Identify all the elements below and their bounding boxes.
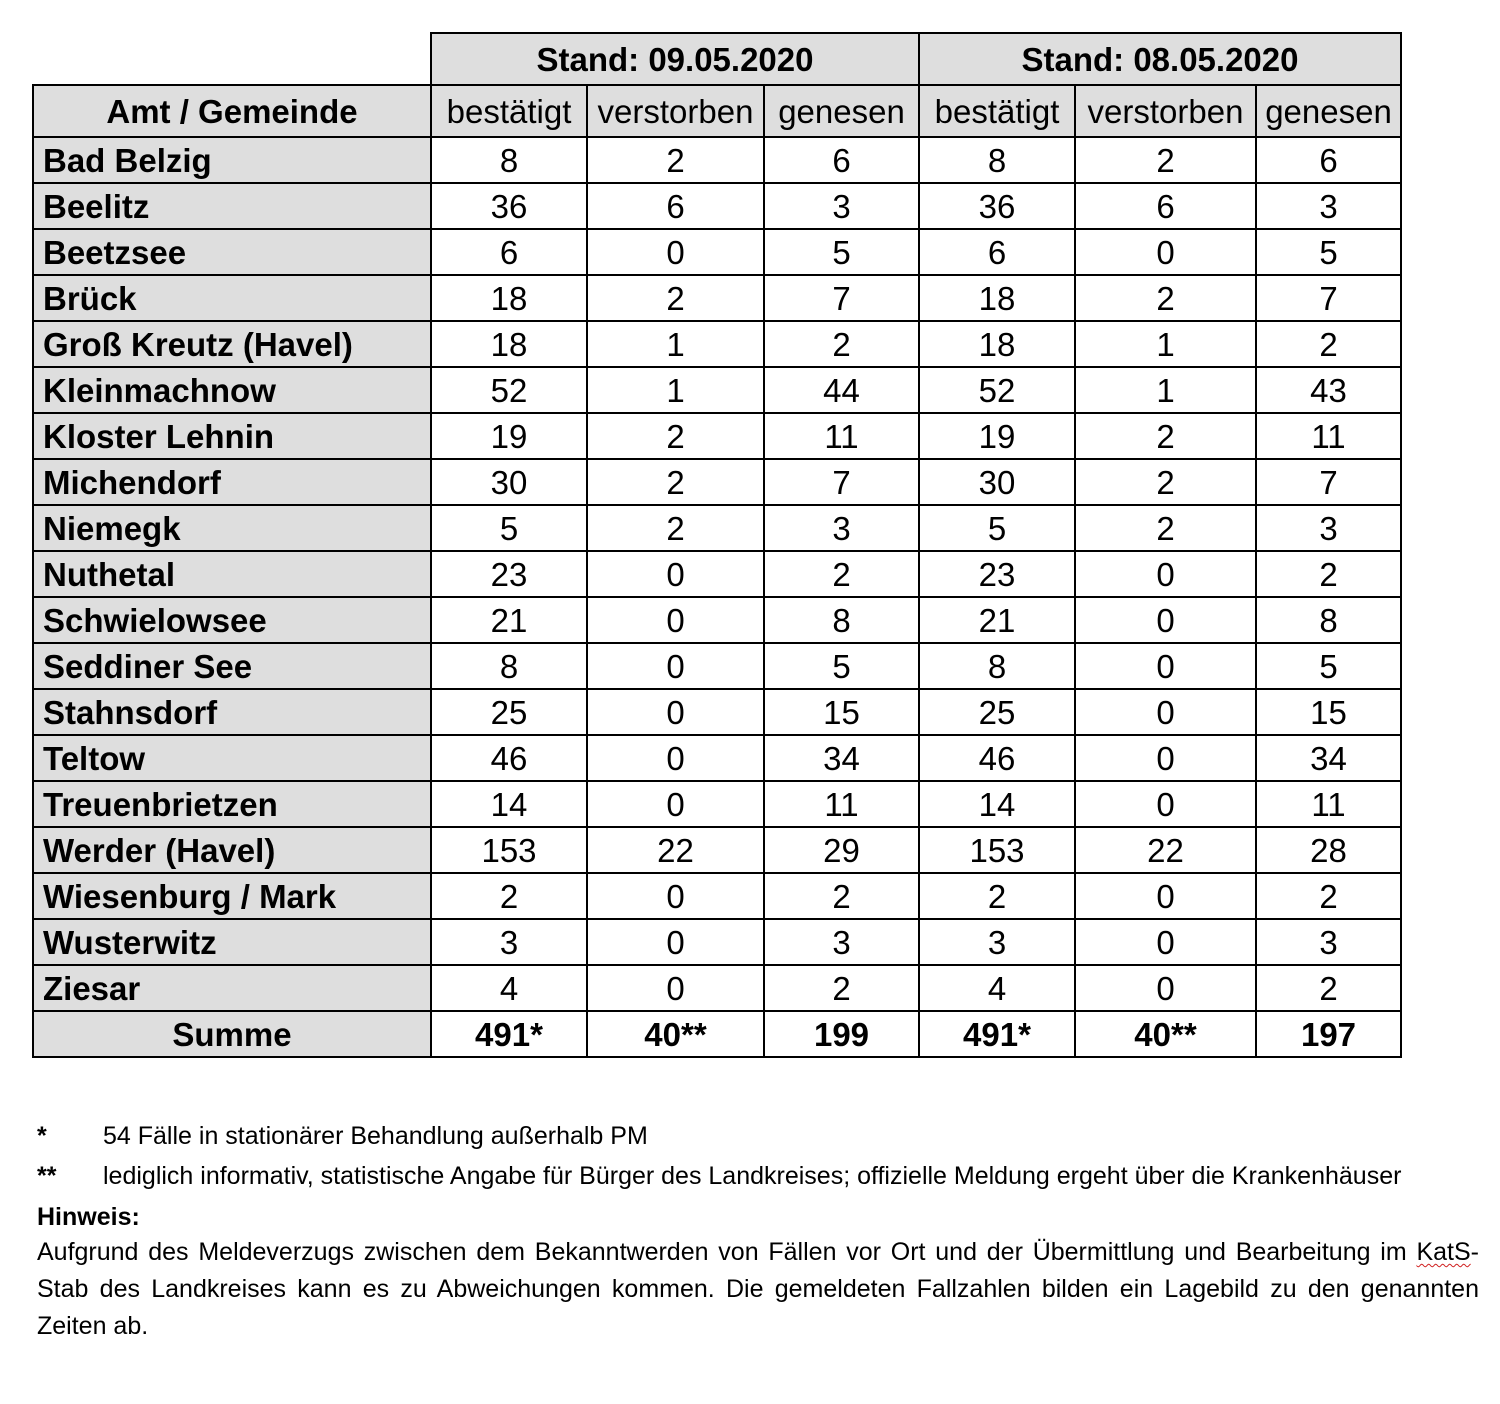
column-header: genesen	[1256, 85, 1401, 137]
gemeinde-name: Seddiner See	[33, 643, 431, 689]
case-count: 6	[587, 183, 764, 229]
table-row	[33, 551, 1401, 597]
case-count: 2	[1075, 459, 1256, 505]
table-row	[33, 275, 1401, 321]
case-count: 6	[1075, 183, 1256, 229]
case-count: 7	[764, 275, 919, 321]
case-count: 0	[1075, 551, 1256, 597]
table-row	[33, 459, 1401, 505]
case-count: 6	[919, 229, 1075, 275]
table-row	[33, 183, 1401, 229]
case-count: 5	[764, 229, 919, 275]
case-count: 2	[1075, 137, 1256, 183]
footnote-text: lediglich informativ, statistische Angabe für Bürger des Landkreises; offizielle Meldung ergeht über die Krankenhäuser	[103, 1162, 1402, 1190]
footnote-mark: **	[37, 1162, 57, 1190]
table-row	[33, 413, 1401, 459]
blank-corner	[33, 33, 431, 85]
case-count: 2	[919, 873, 1075, 919]
table-row	[33, 965, 1401, 1011]
case-count: 2	[1256, 873, 1401, 919]
gemeinde-name: Brück	[33, 275, 431, 321]
case-count: 0	[1075, 873, 1256, 919]
case-count: 2	[764, 321, 919, 367]
case-count: 0	[587, 781, 764, 827]
sum-row	[33, 1011, 1401, 1057]
case-count: 34	[1256, 735, 1401, 781]
gemeinde-name: Nuthetal	[33, 551, 431, 597]
sum-value: 40**	[1075, 1011, 1256, 1057]
case-count: 15	[764, 689, 919, 735]
hint-text-marked: KatS	[1416, 1238, 1471, 1266]
gemeinde-name: Beetzsee	[33, 229, 431, 275]
case-count: 3	[1256, 183, 1401, 229]
case-count: 2	[1075, 413, 1256, 459]
gemeinde-name: Werder (Havel)	[33, 827, 431, 873]
table-row	[33, 643, 1401, 689]
case-count: 4	[431, 965, 587, 1011]
case-count: 0	[1075, 919, 1256, 965]
case-count: 0	[1075, 643, 1256, 689]
case-count: 153	[919, 827, 1075, 873]
case-count: 2	[764, 965, 919, 1011]
case-count: 2	[587, 505, 764, 551]
case-count: 25	[431, 689, 587, 735]
case-count: 3	[764, 919, 919, 965]
case-count: 5	[919, 505, 1075, 551]
table-row	[33, 689, 1401, 735]
gemeinde-name: Niemegk	[33, 505, 431, 551]
case-count: 29	[764, 827, 919, 873]
case-count: 8	[919, 643, 1075, 689]
case-count: 0	[1075, 781, 1256, 827]
case-count: 36	[431, 183, 587, 229]
table-row	[33, 137, 1401, 183]
case-count: 153	[431, 827, 587, 873]
case-count: 36	[919, 183, 1075, 229]
case-count: 8	[431, 137, 587, 183]
case-count: 3	[919, 919, 1075, 965]
case-count: 2	[431, 873, 587, 919]
case-count: 5	[1256, 229, 1401, 275]
case-count: 46	[919, 735, 1075, 781]
case-count: 0	[587, 873, 764, 919]
column-header: genesen	[764, 85, 919, 137]
gemeinde-name: Bad Belzig	[33, 137, 431, 183]
case-count: 7	[764, 459, 919, 505]
case-count: 3	[1256, 919, 1401, 965]
case-count: 18	[919, 275, 1075, 321]
gemeinde-name: Schwielowsee	[33, 597, 431, 643]
case-count: 30	[431, 459, 587, 505]
hint-text-part: -Stab des Landkreises kann es zu Abweichungen kommen. Die gemeldeten Fallzahlen bilden ein Lagebild zu den genannten Zeiten ab.	[37, 1238, 1479, 1340]
case-count: 6	[764, 137, 919, 183]
case-count: 7	[1256, 275, 1401, 321]
case-count: 3	[431, 919, 587, 965]
gemeinde-name: Kleinmachnow	[33, 367, 431, 413]
case-count: 5	[431, 505, 587, 551]
case-count: 8	[1256, 597, 1401, 643]
column-header: verstorben	[1075, 85, 1256, 137]
case-count: 8	[764, 597, 919, 643]
gemeinde-name: Ziesar	[33, 965, 431, 1011]
case-count: 0	[1075, 965, 1256, 1011]
gemeinde-name: Teltow	[33, 735, 431, 781]
case-count: 3	[1256, 505, 1401, 551]
case-count: 0	[587, 919, 764, 965]
table-row	[33, 919, 1401, 965]
case-count: 19	[431, 413, 587, 459]
case-count: 2	[1256, 551, 1401, 597]
case-count: 7	[1256, 459, 1401, 505]
case-count: 14	[919, 781, 1075, 827]
case-count: 43	[1256, 367, 1401, 413]
case-count: 44	[764, 367, 919, 413]
amt-gemeinde-header: Amt / Gemeinde	[33, 85, 431, 137]
case-count: 1	[587, 321, 764, 367]
case-count: 1	[587, 367, 764, 413]
table-row	[33, 873, 1401, 919]
case-count: 0	[1075, 597, 1256, 643]
case-count: 52	[431, 367, 587, 413]
table-row	[33, 229, 1401, 275]
case-count: 28	[1256, 827, 1401, 873]
case-count: 23	[431, 551, 587, 597]
case-count: 2	[764, 551, 919, 597]
footnote-text: 54 Fälle in stationärer Behandlung außerhalb PM	[103, 1122, 648, 1150]
case-count: 18	[919, 321, 1075, 367]
case-count: 14	[431, 781, 587, 827]
table-row	[33, 781, 1401, 827]
column-header-row	[33, 85, 1401, 137]
case-count: 23	[919, 551, 1075, 597]
case-count: 8	[919, 137, 1075, 183]
table-row	[33, 367, 1401, 413]
footnote	[37, 1160, 1479, 1192]
case-count: 21	[919, 597, 1075, 643]
case-count: 2	[1256, 321, 1401, 367]
case-count: 0	[1075, 229, 1256, 275]
case-count: 8	[431, 643, 587, 689]
case-count: 11	[764, 781, 919, 827]
case-count: 5	[764, 643, 919, 689]
gemeinde-name: Stahnsdorf	[33, 689, 431, 735]
case-count: 0	[587, 965, 764, 1011]
table-row	[33, 827, 1401, 873]
footnote	[37, 1120, 1479, 1152]
hint-text-part: Aufgrund des Meldeverzugs zwischen dem Bekanntwerden von Fällen vor Ort und der Übermittlung und Bearbeitung im	[37, 1238, 1417, 1266]
case-count: 19	[919, 413, 1075, 459]
date-group-header: Stand: 09.05.2020	[431, 33, 919, 85]
case-count: 2	[587, 137, 764, 183]
case-count: 0	[587, 643, 764, 689]
case-count: 22	[1075, 827, 1256, 873]
case-count: 34	[764, 735, 919, 781]
case-count: 30	[919, 459, 1075, 505]
case-count: 0	[587, 551, 764, 597]
case-count: 1	[1075, 321, 1256, 367]
case-count: 3	[764, 505, 919, 551]
sum-value: 491*	[919, 1011, 1075, 1057]
column-header: verstorben	[587, 85, 764, 137]
column-header: bestätigt	[919, 85, 1075, 137]
gemeinde-name: Wusterwitz	[33, 919, 431, 965]
case-count: 18	[431, 275, 587, 321]
gemeinde-name: Groß Kreutz (Havel)	[33, 321, 431, 367]
table-row	[33, 597, 1401, 643]
gemeinde-name: Beelitz	[33, 183, 431, 229]
case-count: 2	[587, 413, 764, 459]
case-count: 5	[1256, 643, 1401, 689]
case-table	[32, 32, 1402, 1058]
case-count: 21	[431, 597, 587, 643]
case-count: 0	[587, 735, 764, 781]
hint-title: Hinweis:	[37, 1203, 140, 1231]
gemeinde-name: Wiesenburg / Mark	[33, 873, 431, 919]
sum-value: 199	[764, 1011, 919, 1057]
sum-value: 40**	[587, 1011, 764, 1057]
gemeinde-name: Kloster Lehnin	[33, 413, 431, 459]
case-count: 2	[587, 459, 764, 505]
case-count: 11	[1256, 413, 1401, 459]
gemeinde-name: Michendorf	[33, 459, 431, 505]
footnote-mark: *	[37, 1122, 47, 1150]
sum-value: 197	[1256, 1011, 1401, 1057]
case-count: 18	[431, 321, 587, 367]
case-count: 0	[1075, 689, 1256, 735]
case-count: 2	[1075, 275, 1256, 321]
sum-label: Summe	[33, 1011, 431, 1057]
table-row	[33, 505, 1401, 551]
sum-value: 491*	[431, 1011, 587, 1057]
case-count: 46	[431, 735, 587, 781]
case-count: 15	[1256, 689, 1401, 735]
case-count: 6	[1256, 137, 1401, 183]
date-group-header: Stand: 08.05.2020	[919, 33, 1401, 85]
case-count: 25	[919, 689, 1075, 735]
case-count: 2	[764, 873, 919, 919]
table-row	[33, 735, 1401, 781]
hint-text	[37, 1234, 1479, 1345]
gemeinde-name: Treuenbrietzen	[33, 781, 431, 827]
column-header: bestätigt	[431, 85, 587, 137]
case-count: 3	[764, 183, 919, 229]
case-count: 2	[1256, 965, 1401, 1011]
case-count: 11	[1256, 781, 1401, 827]
date-header-row	[33, 33, 1401, 85]
case-count: 11	[764, 413, 919, 459]
table-row	[33, 321, 1401, 367]
case-count: 1	[1075, 367, 1256, 413]
notes-section	[37, 1120, 1479, 1345]
case-count: 0	[587, 689, 764, 735]
case-count: 0	[1075, 735, 1256, 781]
case-count: 6	[431, 229, 587, 275]
case-count: 0	[587, 597, 764, 643]
case-count: 2	[1075, 505, 1256, 551]
case-count: 52	[919, 367, 1075, 413]
case-count: 0	[587, 229, 764, 275]
case-count: 2	[587, 275, 764, 321]
case-count: 4	[919, 965, 1075, 1011]
case-count: 22	[587, 827, 764, 873]
